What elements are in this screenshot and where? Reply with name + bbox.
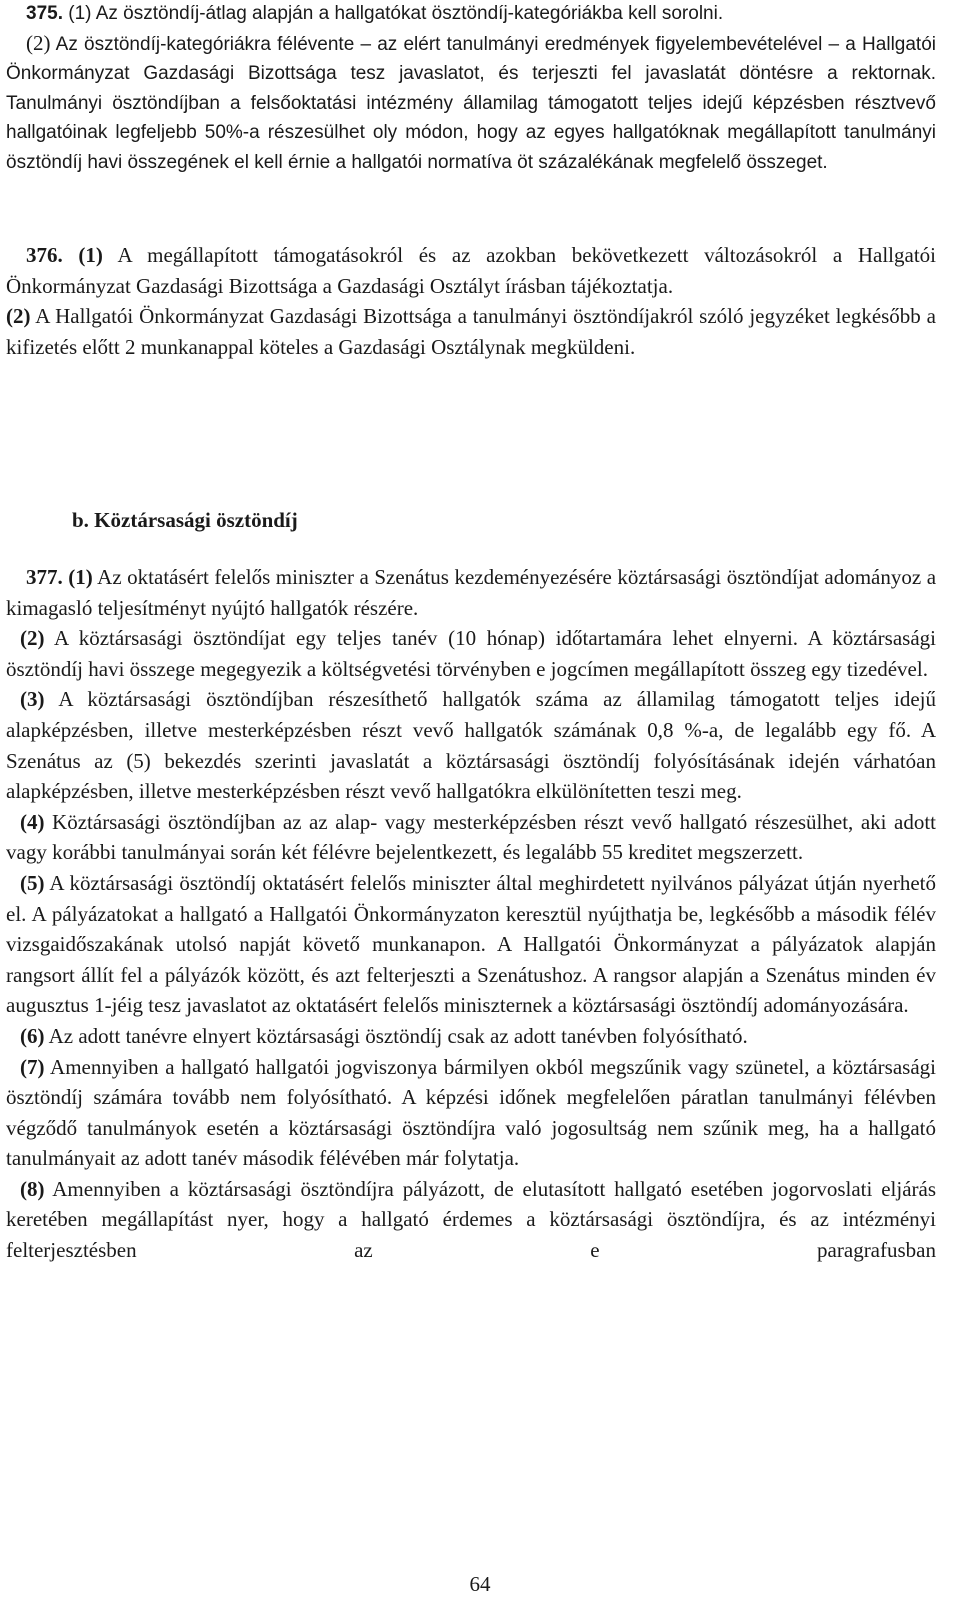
paragraph-text: Amennyiben a hallgató hallgatói jogviszonya bármilyen okból megszűnik vagy szünetel, a köztársasági ösztöndíj számára tovább nem folyósítható. A képzési időnek megfelelően páratlan tanulmányi félévben végződő tanulmányok esetén a köztársasági ösztöndíjra való jogosultság nem szűnik meg, ha a hallgató tanulmányait az adott tanév második félévében már folytatja. xyxy=(6,1054,936,1171)
paragraph-376-2 xyxy=(6,301,936,362)
paragraph-mark: (6) xyxy=(20,1023,45,1048)
paragraph-text: A köztársasági ösztöndíj oktatásért felelős miniszter által meghirdetett nyilvános pályázat útján nyerhető el. A pályázatokat a hallgató a Hallgatói Önkormányzaton keresztül nyújthatja be, legkésőbb a második félév vizsgaidőszakának utolsó napját követő munkanapon. A Hallgatói Önkormányzat a pályázatok alapján rangsort állít fel a pályázók között, és azt felterjeszti a Szenátushoz. A rangsor alapján a Szenátus minden év augusztus 1-jéig tesz javaslatot az oktatásért felelős miniszternek a köztársasági ösztöndíj adományozására. xyxy=(6,870,936,1018)
section-375 xyxy=(6,0,936,177)
paragraph-text: Amennyiben a köztársasági ösztöndíjra pályázott, de elutasított hallgató esetében jogorvoslati eljárás keretében megállapítást nyer, hogy a hallgató érdemes a köztársasági ösztöndíjra, és az intézményi felterjesztésben az e paragrafusban xyxy=(6,1176,937,1263)
paragraph-text: Az adott tanévre elnyert köztársasági ösztöndíj csak az adott tanévben folyósítható. xyxy=(48,1023,748,1048)
paragraph-text: A Hallgatói Önkormányzat Gazdasági Bizottsága a tanulmányi ösztöndíjakról szóló jegyzéket legkésőbb a kifizetés előtt 2 munkanappal köteles a Gazdasági Osztálynak megküldeni. xyxy=(6,304,936,359)
paragraph-375-2 xyxy=(6,29,936,178)
paragraph-mark: (3) xyxy=(20,687,45,712)
paragraph-mark: (2) xyxy=(6,304,31,329)
paragraph-mark: (4) xyxy=(20,809,45,834)
paragraph-376-1 xyxy=(6,240,936,301)
paragraph-377-2 xyxy=(6,623,936,684)
paragraph-text: Köztársasági ösztöndíjban az az alap- vagy mesterképzésben részt vevő hallgató részesülhet, aki adott vagy korábbi tanulmányai során két félévre bejelentkezett, és legalább 55 kreditet megszerzett. xyxy=(6,809,937,865)
paragraph-text: A megállapított támogatásokról és az azokban bekövetkezett változásokról a Hallgatói Önkormányzat Gazdasági Bizottsága a Gazdasági Osztályt írásban tájékoztatja. xyxy=(6,243,937,298)
page-number: 64 xyxy=(469,1572,491,1596)
paragraph-377-4 xyxy=(6,807,936,868)
paragraph-mark: (1) xyxy=(68,565,93,589)
paragraph-mark: (5) xyxy=(20,870,45,895)
paragraph-375-1 xyxy=(6,0,936,29)
section-number: 377. xyxy=(26,565,63,589)
paragraph-mark: (8) xyxy=(20,1176,45,1201)
paragraph-text: Az ösztöndíj-átlag alapján a hallgatókat ösztöndíj-kategóriákba kell sorolni. xyxy=(95,3,724,24)
paragraph-mark: (2) xyxy=(26,30,51,55)
paragraph-377-7 xyxy=(6,1052,936,1174)
paragraph-text: A köztársasági ösztöndíjban részesíthető hallgatók száma az államilag támogatott teljes idejű alapképzésben, illetve mesterképzésben részt vevő hallgatók számának 0,8 %-a, de legalább egy fő. A Szenátus az (5) bekezdés szerinti javaslatát a köztársasági ösztöndíj folyósításának idején várhatóan alapképzésben, illetve mesterképzésben részt vevő hallgatókra elkülönítetten teszi meg. xyxy=(6,687,936,804)
section-heading: b. Köztársasági ösztöndíj xyxy=(72,508,298,532)
paragraph-mark: (1) xyxy=(78,243,103,267)
section-number: 376. xyxy=(26,243,63,267)
paragraph-377-1 xyxy=(6,562,936,623)
paragraph-text: A köztársasági ösztöndíjat egy teljes tanév (10 hónap) időtartamára lehet elnyerni. A köztársasági ösztöndíj havi összege megegyezik a költségvetési törvényben e jogcímen megállapított összeg egy tizedével. xyxy=(6,626,937,681)
paragraph-377-8 xyxy=(6,1174,936,1266)
paragraph-text: Az oktatásért felelős miniszter a Szenátus kezdeményezésére köztársasági ösztöndíjat adományoz a kimagasló teljesítményt nyújtó hallgatók részére. xyxy=(6,565,937,620)
paragraph-377-5 xyxy=(6,868,936,1021)
section-376 xyxy=(6,240,936,362)
section-377 xyxy=(6,562,936,1266)
paragraph-text: Az ösztöndíj-kategóriákra félévente – az elért tanulmányi eredmények figyelembevételével – a Hallgatói Önkormányzat Gazdasági Bizottsága tesz javaslatot, és terjeszti fel javaslatát döntésre a rektornak. Tanulmányi ösztöndíjban a felsőoktatási intézmény államilag támogatott teljes idejű képzésben résztvevő hallgatóinak legfeljebb 50%-a részesülhet oly módon, hogy az egyes hallgatóknak megállapított tanulmányi ösztöndíj havi összegének el kell érnie a hallgatói normatíva öt százalékának megfelelő összeget. xyxy=(6,33,936,173)
paragraph-mark: (7) xyxy=(20,1054,45,1079)
section-number: 375. xyxy=(26,3,63,24)
paragraph-377-6 xyxy=(6,1021,936,1052)
paragraph-377-3 xyxy=(6,684,936,806)
paragraph-mark: (1) xyxy=(68,3,92,24)
paragraph-mark: (2) xyxy=(20,626,45,651)
